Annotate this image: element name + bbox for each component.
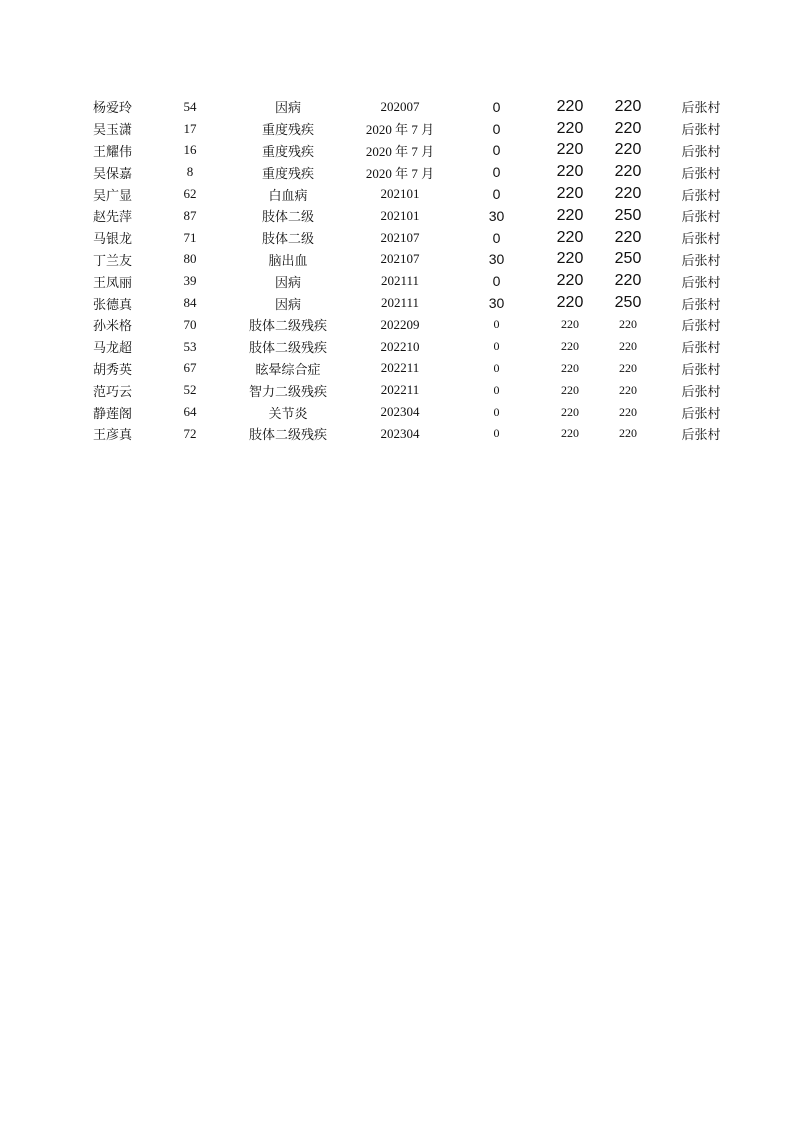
total-amount-cell: 220 bbox=[614, 185, 642, 203]
start-date-cell: 202211 bbox=[380, 360, 420, 376]
total-amount-cell: 220 bbox=[614, 272, 642, 290]
person-name: 丁兰友 bbox=[92, 253, 132, 269]
total-amount-cell: 220 bbox=[614, 228, 642, 246]
table-row bbox=[70, 161, 742, 183]
person-name: 吴保嘉 bbox=[92, 166, 132, 182]
table-row bbox=[70, 401, 742, 423]
total-amount-cell: 220 bbox=[619, 339, 637, 354]
start-date-cell: 202101 bbox=[380, 186, 420, 202]
person-name: 王凤丽 bbox=[92, 275, 132, 291]
village-cell: 后张村 bbox=[681, 210, 721, 226]
person-name: 赵先萍 bbox=[92, 210, 132, 226]
village-cell: 后张村 bbox=[681, 253, 721, 269]
total-amount-cell: 250 bbox=[614, 206, 642, 224]
start-date-cell: 202007 bbox=[380, 98, 420, 114]
total-amount-cell: 220 bbox=[619, 404, 637, 419]
age-cell: 72 bbox=[183, 425, 197, 441]
condition-cell: 因病 bbox=[274, 275, 301, 291]
condition-cell: 因病 bbox=[274, 297, 301, 313]
start-date-cell: 202209 bbox=[380, 316, 420, 332]
condition-cell: 因病 bbox=[274, 101, 301, 117]
village-cell: 后张村 bbox=[681, 428, 721, 444]
base-amount-cell: 220 bbox=[556, 272, 584, 290]
start-date-cell: 202304 bbox=[380, 425, 420, 441]
total-amount-cell: 220 bbox=[614, 141, 642, 159]
person-name: 吴玉潇 bbox=[92, 123, 132, 139]
person-name: 静莲阁 bbox=[92, 406, 132, 422]
village-cell: 后张村 bbox=[681, 188, 721, 204]
age-cell: 80 bbox=[183, 251, 197, 267]
age-cell: 53 bbox=[183, 338, 197, 354]
base-amount-cell: 220 bbox=[561, 404, 579, 419]
village-cell: 后张村 bbox=[681, 362, 721, 378]
base-amount-cell: 220 bbox=[556, 206, 584, 224]
roster-table bbox=[70, 96, 742, 445]
total-amount-cell: 220 bbox=[614, 163, 642, 181]
age-cell: 64 bbox=[183, 404, 197, 420]
village-cell: 后张村 bbox=[681, 406, 721, 422]
age-cell: 17 bbox=[183, 120, 197, 136]
condition-cell: 肢体二级残疾 bbox=[248, 341, 327, 357]
subsidy-cell: 0 bbox=[492, 164, 501, 181]
subsidy-cell: 0 bbox=[492, 98, 501, 115]
person-name: 杨爱玲 bbox=[92, 101, 132, 117]
start-date-cell: 202107 bbox=[380, 229, 420, 245]
person-name: 胡秀英 bbox=[92, 362, 132, 378]
base-amount-cell: 220 bbox=[556, 185, 584, 203]
table-row bbox=[70, 249, 742, 271]
age-cell: 84 bbox=[183, 295, 197, 311]
village-cell: 后张村 bbox=[681, 123, 721, 139]
table-row bbox=[70, 96, 742, 118]
age-cell: 8 bbox=[186, 164, 194, 180]
table-row bbox=[70, 183, 742, 205]
village-cell: 后张村 bbox=[681, 341, 721, 357]
start-date-cell: 2020 年 7 月 bbox=[365, 165, 435, 181]
start-date-cell: 202111 bbox=[380, 273, 420, 289]
person-name: 马龙超 bbox=[92, 341, 132, 357]
subsidy-cell: 0 bbox=[492, 120, 501, 137]
condition-cell: 关节炎 bbox=[268, 406, 308, 422]
person-name: 范巧云 bbox=[92, 384, 132, 400]
village-cell: 后张村 bbox=[681, 166, 721, 182]
person-name: 吴广显 bbox=[92, 188, 132, 204]
condition-cell: 肢体二级 bbox=[261, 232, 314, 248]
village-cell: 后张村 bbox=[681, 275, 721, 291]
condition-cell: 肢体二级残疾 bbox=[248, 319, 327, 335]
age-cell: 39 bbox=[183, 273, 197, 289]
subsidy-cell: 0 bbox=[492, 142, 501, 159]
condition-cell: 智力二级残疾 bbox=[248, 384, 327, 400]
village-cell: 后张村 bbox=[681, 101, 721, 117]
base-amount-cell: 220 bbox=[556, 228, 584, 246]
subsidy-cell: 0 bbox=[493, 426, 500, 441]
table-row bbox=[70, 270, 742, 292]
start-date-cell: 202210 bbox=[380, 338, 420, 354]
person-name: 张德真 bbox=[92, 297, 132, 313]
age-cell: 16 bbox=[183, 142, 197, 158]
village-cell: 后张村 bbox=[681, 232, 721, 248]
village-cell: 后张村 bbox=[681, 144, 721, 160]
subsidy-cell: 30 bbox=[488, 251, 505, 268]
condition-cell: 白血病 bbox=[268, 188, 308, 204]
total-amount-cell: 220 bbox=[619, 360, 637, 375]
table-row bbox=[70, 379, 742, 401]
age-cell: 67 bbox=[183, 360, 197, 376]
start-date-cell: 2020 年 7 月 bbox=[365, 143, 435, 159]
condition-cell: 肢体二级 bbox=[261, 210, 314, 226]
table-row bbox=[70, 118, 742, 140]
person-name: 孙米格 bbox=[92, 319, 132, 335]
subsidy-cell: 0 bbox=[493, 360, 500, 375]
base-amount-cell: 220 bbox=[556, 294, 584, 312]
age-cell: 52 bbox=[183, 382, 197, 398]
table-row bbox=[70, 205, 742, 227]
table-row bbox=[70, 336, 742, 358]
base-amount-cell: 220 bbox=[556, 119, 584, 137]
table-row bbox=[70, 358, 742, 380]
start-date-cell: 202101 bbox=[380, 207, 420, 223]
condition-cell: 眩晕综合症 bbox=[255, 362, 321, 378]
subsidy-cell: 0 bbox=[493, 339, 500, 354]
start-date-cell: 202211 bbox=[380, 382, 420, 398]
village-cell: 后张村 bbox=[681, 319, 721, 335]
subsidy-cell: 0 bbox=[493, 404, 500, 419]
total-amount-cell: 250 bbox=[614, 250, 642, 268]
base-amount-cell: 220 bbox=[561, 317, 579, 332]
start-date-cell: 202304 bbox=[380, 404, 420, 420]
total-amount-cell: 220 bbox=[614, 119, 642, 137]
start-date-cell: 2020 年 7 月 bbox=[365, 122, 435, 138]
base-amount-cell: 220 bbox=[561, 360, 579, 375]
condition-cell: 重度残疾 bbox=[261, 123, 314, 139]
age-cell: 54 bbox=[183, 98, 197, 114]
subsidy-cell: 0 bbox=[493, 382, 500, 397]
base-amount-cell: 220 bbox=[556, 141, 584, 159]
total-amount-cell: 220 bbox=[619, 382, 637, 397]
base-amount-cell: 220 bbox=[561, 382, 579, 397]
subsidy-cell: 0 bbox=[493, 317, 500, 332]
age-cell: 70 bbox=[183, 316, 197, 332]
total-amount-cell: 220 bbox=[619, 426, 637, 441]
person-name: 王耀伟 bbox=[92, 144, 132, 160]
subsidy-cell: 0 bbox=[492, 273, 501, 290]
base-amount-cell: 220 bbox=[561, 339, 579, 354]
total-amount-cell: 220 bbox=[619, 317, 637, 332]
roster-body bbox=[70, 96, 742, 445]
subsidy-cell: 0 bbox=[492, 186, 501, 203]
age-cell: 87 bbox=[183, 207, 197, 223]
start-date-cell: 202107 bbox=[380, 251, 420, 267]
table-row bbox=[70, 423, 742, 445]
condition-cell: 脑出血 bbox=[268, 253, 308, 269]
age-cell: 62 bbox=[183, 186, 197, 202]
total-amount-cell: 250 bbox=[614, 294, 642, 312]
table-row bbox=[70, 292, 742, 314]
condition-cell: 重度残疾 bbox=[261, 166, 314, 182]
base-amount-cell: 220 bbox=[556, 163, 584, 181]
table-row bbox=[70, 314, 742, 336]
condition-cell: 重度残疾 bbox=[261, 144, 314, 160]
condition-cell: 肢体二级残疾 bbox=[248, 428, 327, 444]
age-cell: 71 bbox=[183, 229, 197, 245]
person-name: 王彦真 bbox=[92, 428, 132, 444]
table-row bbox=[70, 140, 742, 162]
subsidy-cell: 30 bbox=[488, 207, 505, 224]
total-amount-cell: 220 bbox=[614, 97, 642, 115]
table-row bbox=[70, 227, 742, 249]
subsidy-cell: 0 bbox=[492, 229, 501, 246]
start-date-cell: 202111 bbox=[380, 295, 420, 311]
base-amount-cell: 220 bbox=[556, 250, 584, 268]
subsidy-cell: 30 bbox=[488, 295, 505, 312]
person-name: 马银龙 bbox=[92, 232, 132, 248]
village-cell: 后张村 bbox=[681, 384, 721, 400]
base-amount-cell: 220 bbox=[561, 426, 579, 441]
base-amount-cell: 220 bbox=[556, 97, 584, 115]
village-cell: 后张村 bbox=[681, 297, 721, 313]
